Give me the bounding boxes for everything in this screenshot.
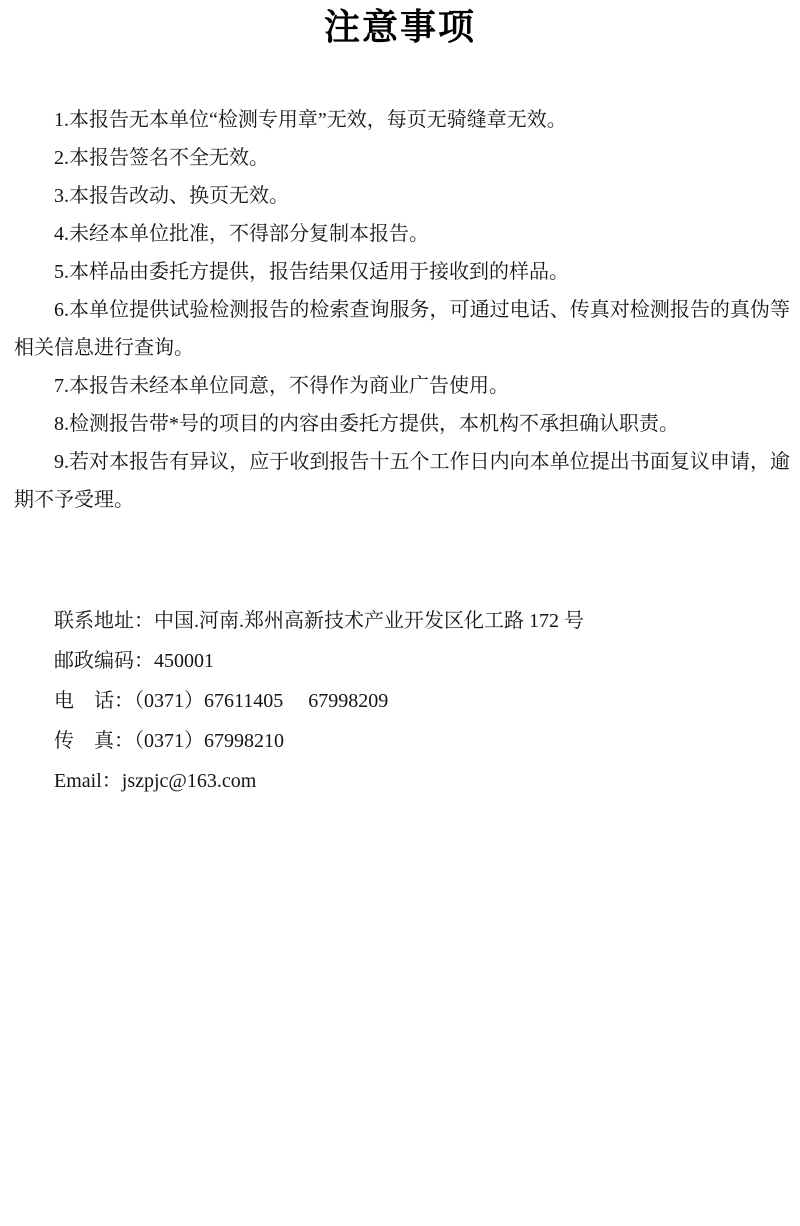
notice-item-4: 4.未经本单位批准，不得部分复制本报告。 [54, 223, 429, 245]
notice-item-1: 1.本报告无本单位“检测专用章”无效，每页无骑缝章无效。 [54, 109, 567, 131]
contact-phone: 电 话：（0371）67611405 67998209 [54, 690, 389, 712]
notice-item-5: 5.本样品由委托方提供，报告结果仅适用于接收到的样品。 [54, 261, 569, 283]
contact-fax: 传 真：（0371）67998210 [54, 730, 284, 752]
notice-item-2: 2.本报告签名不全无效。 [54, 147, 269, 169]
contact-section [0, 601, 800, 801]
notice-item-8: 8.检测报告带*号的项目的内容由委托方提供，本机构不承担确认职责。 [54, 413, 679, 435]
notice-item-9: 9.若对本报告有异议，应于收到报告十五个工作日内向本单位提出书面复议申请，逾期不予受理。 [14, 451, 790, 511]
contact-postcode: 邮政编码：450001 [54, 650, 214, 672]
notice-item-7: 7.本报告未经本单位同意，不得作为商业广告使用。 [54, 375, 509, 397]
notice-item-6: 6.本单位提供试验检测报告的检索查询服务，可通过电话、传真对检测报告的真伪等相关信息进行查询。 [14, 299, 790, 359]
notices-section [0, 101, 800, 519]
contact-address: 联系地址：中国.河南.郑州高新技术产业开发区化工路 172 号 [54, 610, 584, 632]
page-title: 注意事项 [323, 7, 476, 47]
contact-email: Email：jszpjc@163.com [54, 770, 257, 792]
notice-item-3: 3.本报告改动、换页无效。 [54, 185, 289, 207]
